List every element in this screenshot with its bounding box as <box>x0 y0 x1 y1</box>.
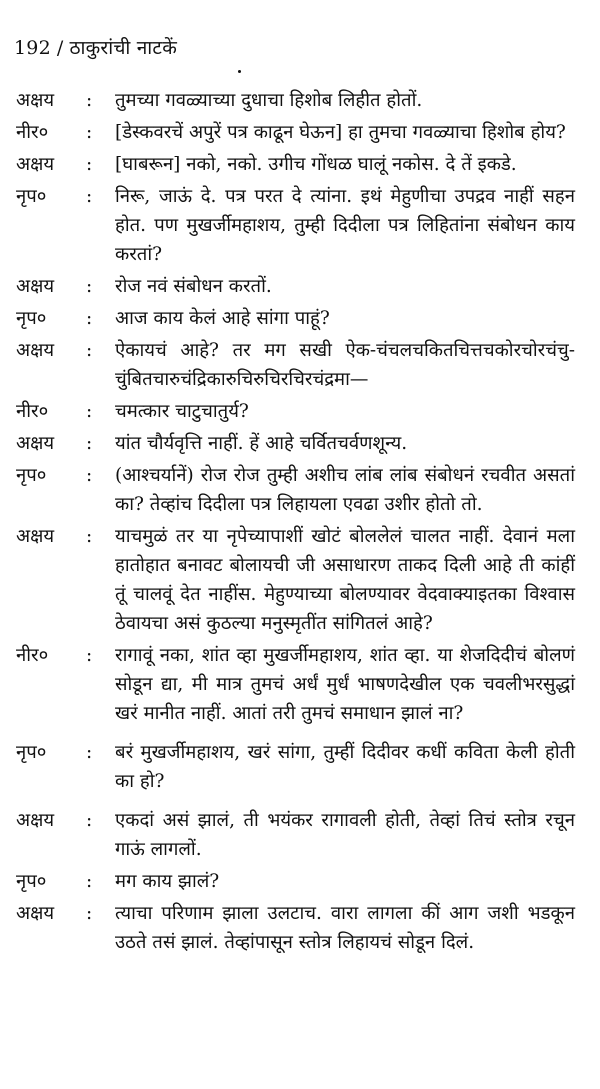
speaker-colon: : <box>86 186 93 207</box>
speaker-name: नृप० <box>16 308 47 329</box>
dialogue-text: [डेस्कवरचें अपुरें पत्र काढून घेऊन] हा तुमचा गवळ्याचा हिशोब होय? <box>115 122 566 143</box>
dialogue-text: [घाबरून] नको, नको. उगीच गोंधळ घालूं नकोस. दे तें इकडे. <box>115 154 517 175</box>
dialogue-text: याचमुळं तर या नृपेच्यापाशीं खोटं बोललेलं चालत नाहीं. देवानं मला हातोहात बनावट बोलायची जी असाधारण ताकद दिली आहे ती कांहीं तूं चालवूं देत नाहींस. मेहुण्याच्या बोलण्यावर वेदवाक्याइतका विश्वास ठेवायचा असं कुठल्या मनुस्मृतींत सांगितलं आहे? <box>115 526 575 634</box>
dialogue-entry <box>0 899 600 957</box>
dialogue-entry <box>0 304 600 333</box>
dialogue-entry <box>0 806 600 864</box>
dialogue-text: यांत चौर्यवृत्ति नाहीं. हें आहे चर्वितचर्वणशून्य. <box>115 433 408 454</box>
speaker-name: अक्षय <box>16 903 55 924</box>
dialogue-entry <box>0 182 600 269</box>
speaker-colon: : <box>86 526 93 547</box>
dialogue-entry <box>0 272 600 301</box>
speaker-colon: : <box>86 871 93 892</box>
speaker-name: अक्षय <box>16 810 55 831</box>
dialogue-text: एकदां असं झालं, ती भयंकर रागावली होती, तेव्हां तिचं स्तोत्र रचून गाऊं लागलों. <box>115 810 575 860</box>
dialogue-entry <box>0 336 600 394</box>
dialogue-entry <box>0 522 600 638</box>
dialogue-entry <box>0 738 600 796</box>
dialogue-list <box>0 86 600 960</box>
dialogue-text: निरू, जाऊं दे. पत्र परत दे त्यांना. इथं मेहुणीचा उपद्रव नाहीं सहन होत. पण मुखर्जीमहाशय, तुम्ही दिदीला पत्र लिहितांना संबोधन काय करतां? <box>115 186 575 265</box>
speaker-name: अक्षय <box>16 154 55 175</box>
speaker-name: अक्षय <box>16 433 55 454</box>
page-header <box>14 34 177 60</box>
speaker-name: अक्षय <box>16 526 55 547</box>
page-number: 192 <box>14 37 51 59</box>
dialogue-entry <box>0 429 600 458</box>
speaker-colon: : <box>86 340 93 361</box>
dialogue-entry <box>0 461 600 519</box>
speaker-colon: : <box>86 90 93 111</box>
speaker-name: नीर० <box>16 645 49 666</box>
speaker-name: नृप० <box>16 742 47 763</box>
ink-speck <box>238 70 241 73</box>
dialogue-text: आज काय केलं आहे सांगा पाहूं? <box>115 308 330 329</box>
speaker-name: अक्षय <box>16 90 55 111</box>
header-separator: / <box>56 37 64 59</box>
dialogue-text: रागावूं नका, शांत व्हा मुखर्जीमहाशय, शांत व्हा. या शेजदिदीचं बोलणं सोडून द्या, मी मात्र तुमचं अर्धं मुर्धं भाषणदेखील एक चवलीभरसुद्धां खरं मानीत नाहीं. आतां तरी तुमचं समाधान झालं ना? <box>115 645 575 724</box>
speaker-name: नीर० <box>16 122 49 143</box>
speaker-colon: : <box>86 276 93 297</box>
speaker-colon: : <box>86 810 93 831</box>
speaker-name: अक्षय <box>16 276 55 297</box>
dialogue-text: मग काय झालं? <box>115 871 220 892</box>
dialogue-entry <box>0 86 600 115</box>
dialogue-entry <box>0 641 600 728</box>
dialogue-text: त्याचा परिणाम झाला उलटाच. वारा लागला कीं आग जशी भडकून उठते तसं झालं. तेव्हांपासून स्तोत्र लिहायचं सोडून दिलं. <box>115 903 575 953</box>
speaker-colon: : <box>86 465 93 486</box>
speaker-colon: : <box>86 903 93 924</box>
speaker-name: नृप० <box>16 871 47 892</box>
dialogue-entry <box>0 150 600 179</box>
speaker-colon: : <box>86 401 93 422</box>
speaker-colon: : <box>86 122 93 143</box>
speaker-colon: : <box>86 154 93 175</box>
speaker-colon: : <box>86 308 93 329</box>
dialogue-text: रोज नवं संबोधन करतों. <box>115 276 272 297</box>
dialogue-text: ऐकायचं आहे? तर मग सखी ऐक-चंचलचकितचित्तचकोरचोरचंचु-चुंबितचारुचंद्रिकारुचिरुचिरचिरचंद्रमा— <box>115 340 575 390</box>
dialogue-entry <box>0 397 600 426</box>
speaker-colon: : <box>86 433 93 454</box>
dialogue-text: चमत्कार चाटुचातुर्य? <box>115 401 249 422</box>
dialogue-text: बरं मुखर्जीमहाशय, खरं सांगा, तुम्हीं दिदीवर कधीं कविता केली होती का हो? <box>115 742 575 792</box>
dialogue-entry <box>0 118 600 147</box>
dialogue-entry <box>0 867 600 896</box>
speaker-name: अक्षय <box>16 340 55 361</box>
speaker-name: नृप० <box>16 465 47 486</box>
speaker-name: नृप० <box>16 186 47 207</box>
dialogue-text: (आश्चर्यानें) रोज रोज तुम्ही अशीच लांब लांब संबोधनं रचवीत असतां का? तेव्हांच दिदीला पत्र लिहायला एवढा उशीर होतो तो. <box>115 465 575 515</box>
book-title: ठाकुरांची नाटकें <box>69 37 177 59</box>
speaker-name: नीर० <box>16 401 49 422</box>
dialogue-text: तुमच्या गवळ्याच्या दुधाचा हिशोब लिहीत होतों. <box>115 90 423 111</box>
speaker-colon: : <box>86 742 93 763</box>
speaker-colon: : <box>86 645 93 666</box>
